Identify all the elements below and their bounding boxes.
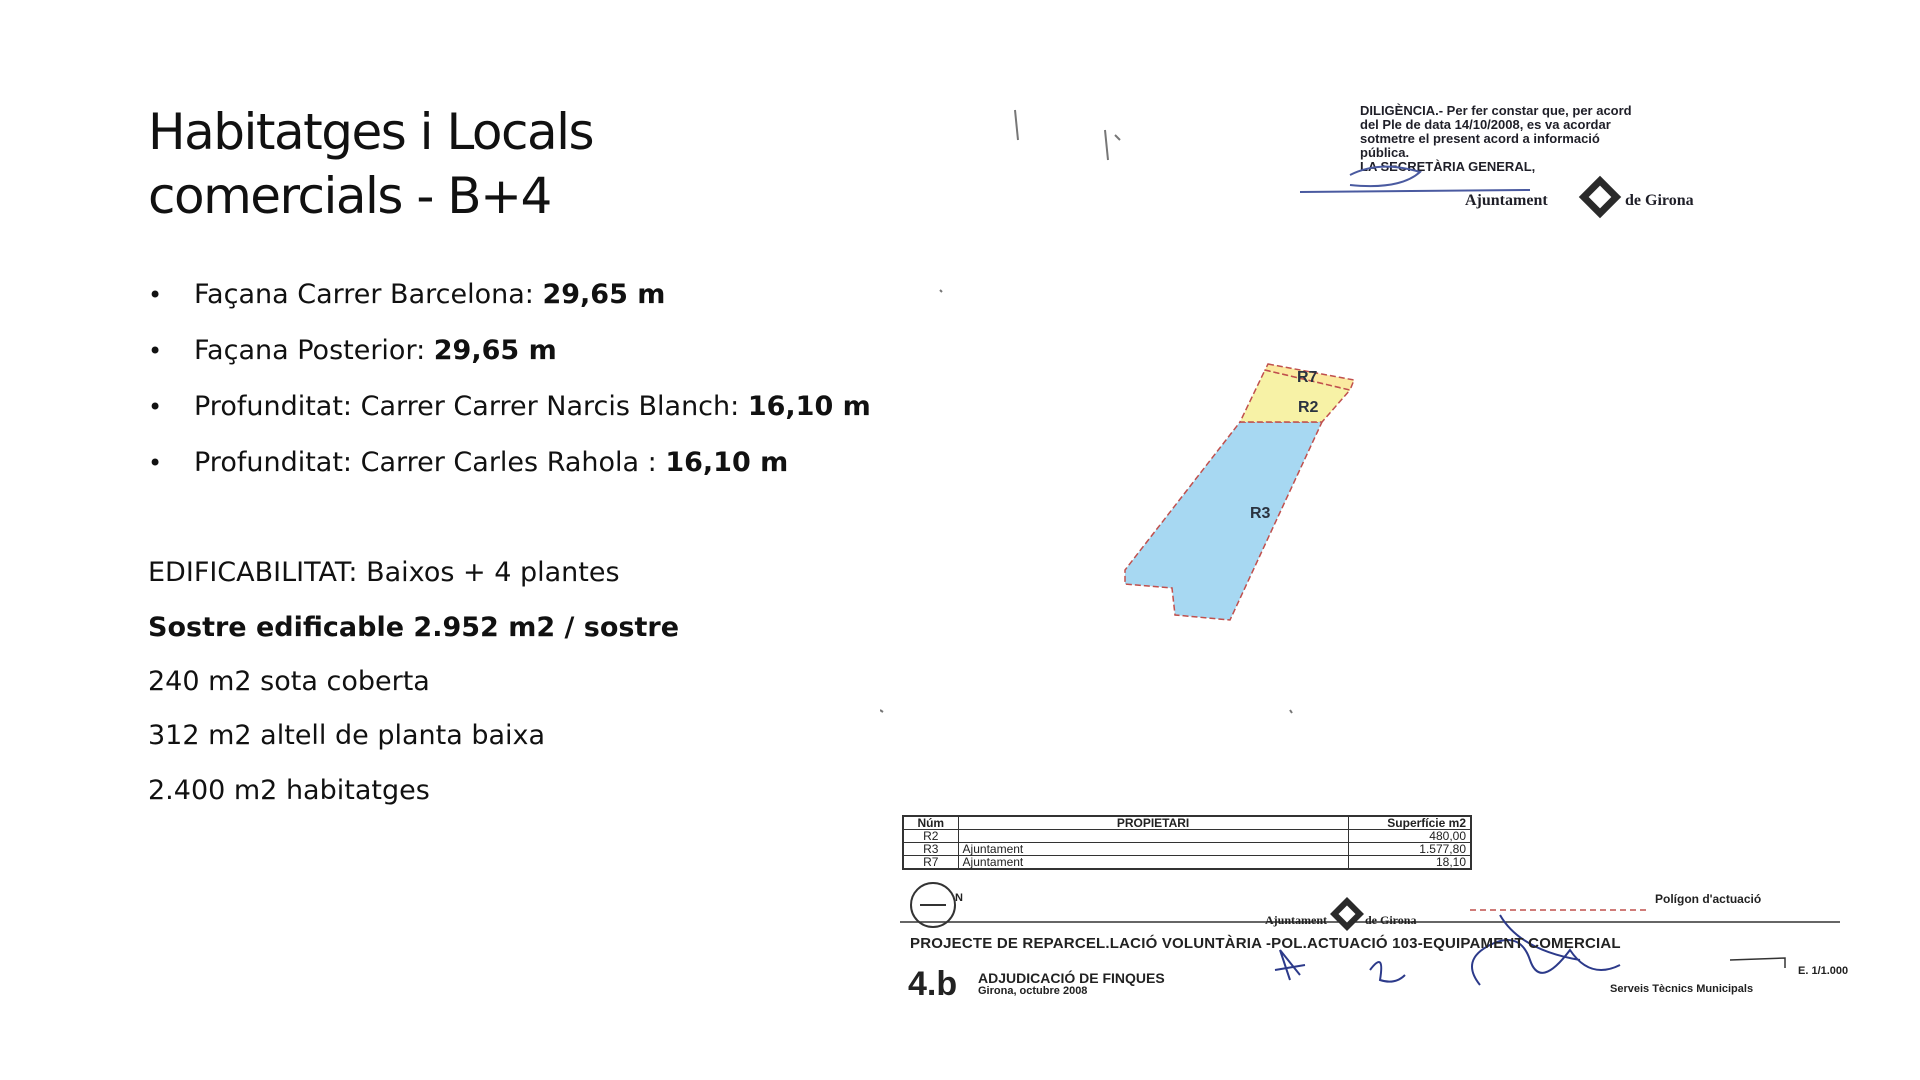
cell-num: R7: [903, 856, 958, 870]
project-title: PROJECTE DE REPARCEL.LACIÓ VOLUNTÀRIA -POL.ACTUACIÓ 103-EQUIPAMENT COMERCIAL: [910, 935, 1621, 952]
dimensions-list: [148, 275, 968, 499]
table-row: [903, 843, 1471, 856]
cell-owner: Ajuntament: [958, 856, 1348, 870]
title-line-1: Habitatges i Locals: [148, 103, 594, 161]
list-item: [148, 443, 968, 499]
table-row: [903, 830, 1471, 843]
parcel-r3: [1125, 422, 1322, 620]
bullet-value: 29,65 m: [542, 279, 666, 310]
logo-right-word: de Girona: [1625, 192, 1694, 209]
north-label: N: [955, 892, 963, 904]
sheet-code: 4.b: [908, 965, 958, 1003]
bullet-icon: •: [148, 281, 163, 309]
cell-num: R3: [903, 843, 958, 856]
table-row: [903, 856, 1471, 870]
col-header: Núm: [903, 816, 958, 830]
north-arrow-icon: [910, 882, 956, 928]
stamp-line: pública.: [1360, 145, 1410, 160]
plan-drawing: [880, 80, 1880, 1020]
signature-b: [1370, 962, 1405, 982]
cell-owner: [958, 830, 1348, 843]
bullet-label: Façana Carrer Barcelona:: [194, 279, 543, 310]
bullet-label: Profunditat: Carrer Carles Rahola :: [194, 447, 666, 478]
footer-logo-right: de Girona: [1365, 913, 1417, 927]
list-item: [148, 387, 968, 443]
bullet-label: Profunditat: Carrer Carrer Narcis Blanch:: [194, 391, 748, 422]
list-item: [148, 331, 968, 387]
stamp-line: LA SECRETÀRIA GENERAL,: [1360, 159, 1536, 174]
bullet-icon: •: [148, 337, 163, 365]
list-item: [148, 275, 968, 331]
logo-left-word: Ajuntament: [1465, 192, 1548, 209]
table-header-row: [903, 816, 1471, 830]
parcel-label-r3: R3: [1250, 505, 1271, 522]
bullet-icon: •: [148, 393, 163, 421]
col-header: PROPIETARI: [958, 816, 1348, 830]
sheet-date: Girona, octubre 2008: [978, 985, 1088, 997]
legend-label: Polígon d'actuació: [1655, 892, 1762, 906]
bullet-value: 16,10 m: [665, 447, 789, 478]
scan-specks: [880, 110, 1880, 713]
cell-area: 18,10: [1348, 856, 1471, 870]
site-plan: [880, 80, 1880, 1020]
habitatges-text: 2.400 m2 habitatges: [148, 775, 430, 806]
slide-title: [148, 100, 948, 228]
cell-area: 1.577,80: [1348, 843, 1471, 856]
stamp-line: del Ple de data 14/10/2008, es va acordar: [1360, 117, 1611, 132]
cell-owner: Ajuntament: [958, 843, 1348, 856]
services-label: Serveis Tècnics Municipals: [1610, 983, 1754, 995]
scale-label: E. 1/1.000: [1798, 965, 1849, 977]
title-line-2: comercials - B+4: [148, 167, 551, 225]
stamp-line: DILIGÈNCIA.- Per fer constar que, per acord: [1360, 103, 1632, 118]
signature-a: [1275, 950, 1305, 980]
sostre-text: Sostre edificable 2.952 m2 / sostre: [148, 612, 680, 643]
coberta-text: 240 m2 sota coberta: [148, 666, 430, 697]
cell-num: R2: [903, 830, 958, 843]
bullet-value: 16,10 m: [747, 391, 871, 422]
owners-table: [902, 815, 1472, 870]
scale-bar: [1730, 958, 1785, 968]
stamp-signature: [1300, 167, 1530, 192]
parcel-label-r2: R2: [1298, 399, 1319, 416]
bullet-icon: •: [148, 449, 163, 477]
footer-logo-left: Ajuntament: [1265, 913, 1327, 927]
bullet-value: 29,65 m: [433, 335, 557, 366]
col-header: Superfície m2: [1348, 816, 1471, 830]
bullet-label: Façana Posterior:: [194, 335, 434, 366]
cell-area: 480,00: [1348, 830, 1471, 843]
edificabilitat-text: EDIFICABILITAT: Baixos + 4 plantes: [148, 557, 620, 588]
parcel-label-r7: R7: [1297, 369, 1318, 386]
altell-text: 312 m2 altell de planta baixa: [148, 720, 546, 751]
sheet-title: ADJUDICACIÓ DE FINQUES: [978, 970, 1165, 986]
stamp-line: sotmetre el present acord a informació: [1360, 131, 1600, 146]
